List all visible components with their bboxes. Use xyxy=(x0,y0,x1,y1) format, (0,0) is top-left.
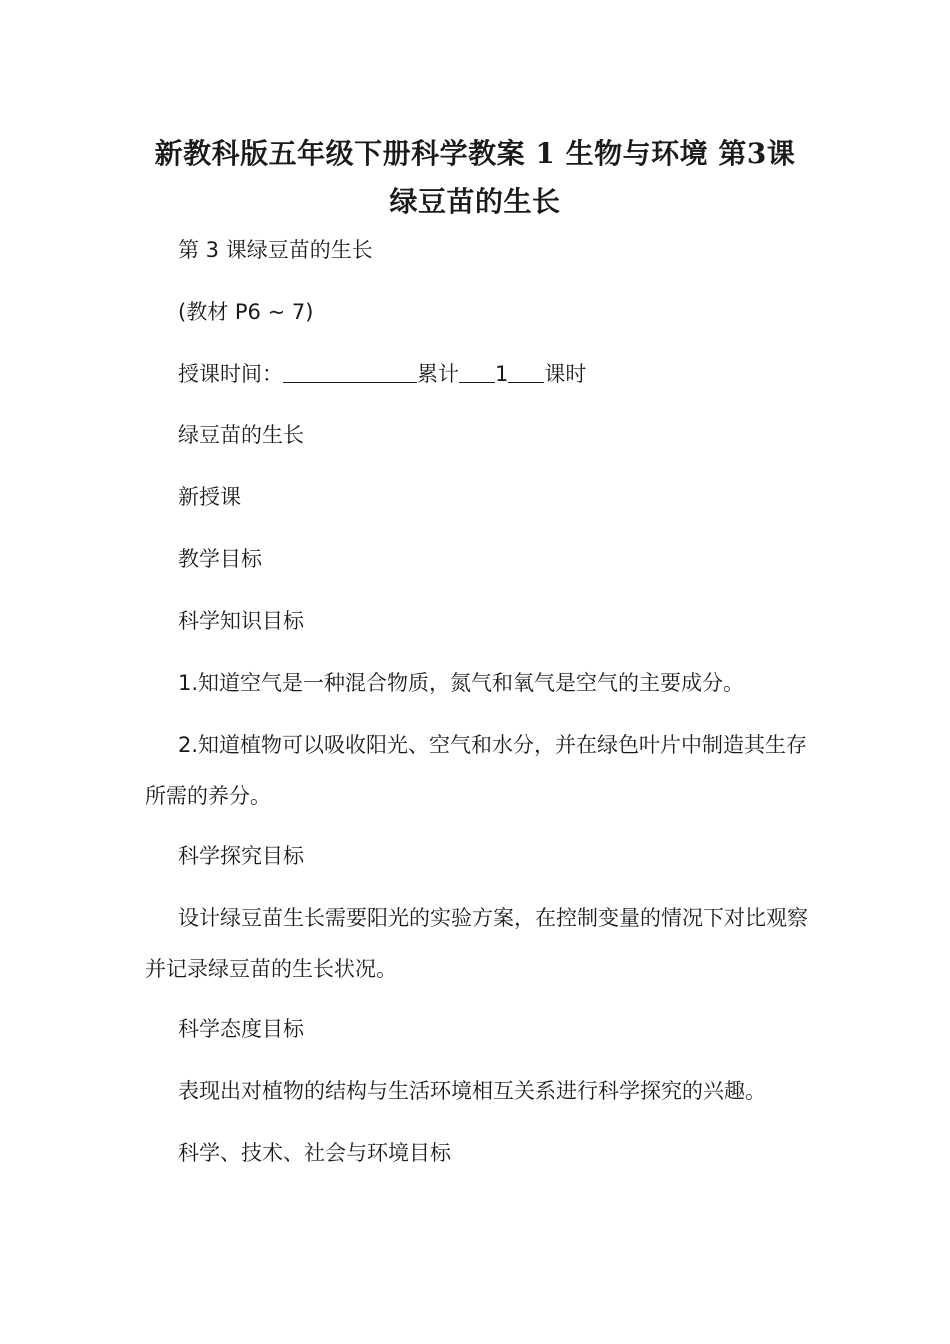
lesson-unit: 课时 xyxy=(544,362,587,386)
attitude-goal-text: 表现出对植物的结构与生活环境相互关系进行科学探究的兴趣。 xyxy=(178,1079,766,1103)
lesson-topic: 绿豆苗的生长 xyxy=(178,423,304,447)
title-line-2: 绿豆苗的生长 xyxy=(389,185,561,218)
inquiry-goal-text: 设计绿豆苗生长需要阳光的实验方案，在控制变量的情况下对比观察并记录绿豆苗的生长状况。 xyxy=(145,906,808,981)
knowledge-goal-2: 2.知道植物可以吸收阳光、空气和水分，并在绿色叶片中制造其生存所需的养分。 xyxy=(145,733,808,808)
cumulative-blank-right xyxy=(508,362,544,383)
inquiry-goals-heading: 科学探究目标 xyxy=(178,844,304,868)
textbook-pages: (教材 P6 ~ 7) xyxy=(178,300,314,324)
lesson-type: 新授课 xyxy=(178,485,241,509)
lesson-heading: 第 3 课绿豆苗的生长 xyxy=(178,238,373,262)
cumulative-label: 累计 xyxy=(417,362,459,386)
teaching-goals-heading: 教学目标 xyxy=(178,547,262,571)
class-time-label: 授课时间： xyxy=(178,362,283,386)
lesson-count: 1 xyxy=(495,362,509,386)
class-time-blank xyxy=(283,362,417,383)
knowledge-goal-1: 1.知道空气是一种混合物质，氮气和氧气是空气的主要成分。 xyxy=(178,671,745,695)
stse-goals-heading: 科学、技术、社会与环境目标 xyxy=(178,1141,451,1165)
attitude-goals-heading: 科学态度目标 xyxy=(178,1017,304,1041)
knowledge-goals-heading: 科学知识目标 xyxy=(178,609,304,633)
class-time-line xyxy=(145,349,810,400)
document-title xyxy=(120,130,830,226)
title-line-1: 新教科版五年级下册科学教案 1 生物与环境 第3课 xyxy=(154,137,796,170)
cumulative-blank-left xyxy=(459,362,495,383)
